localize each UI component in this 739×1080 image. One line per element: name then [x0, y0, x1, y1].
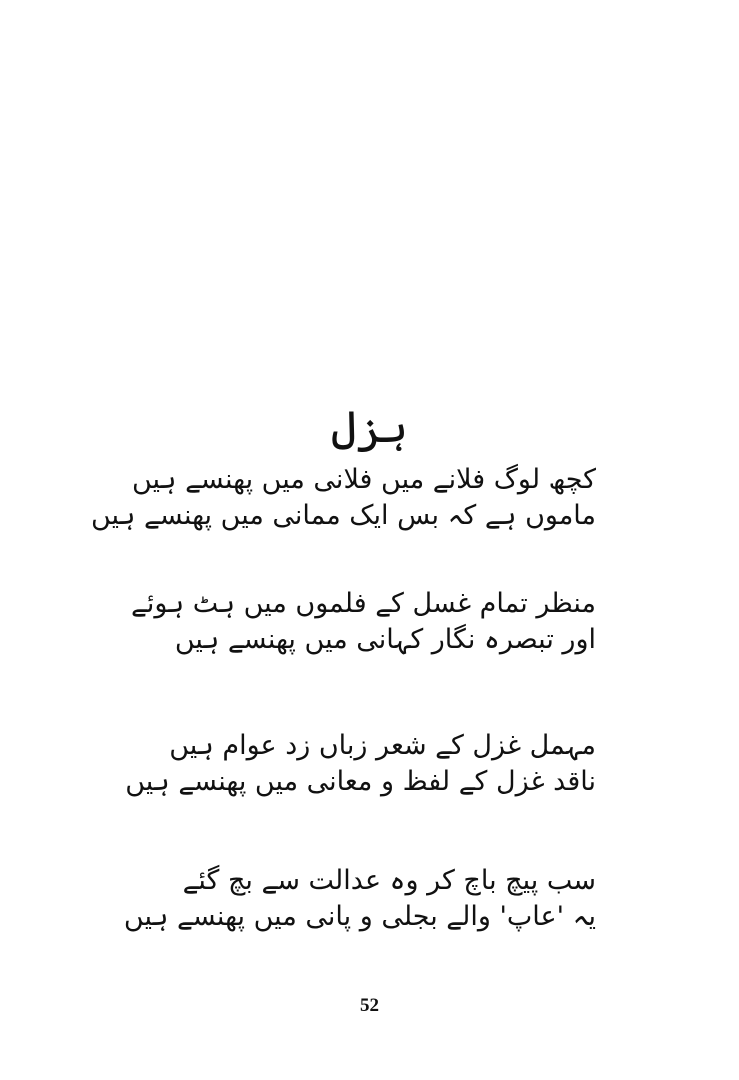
- verse-line: ماموں ہے کہ بس ایک ممانی میں پھنسے ہیں: [90, 500, 596, 531]
- stanza-1: [90, 462, 596, 534]
- verse-line: اور تبصرہ نگار کہانی میں پھنسے ہیں: [174, 624, 596, 655]
- verse-line: سب پیچ باچ کر وہ عدالت سے بچ گئے: [182, 865, 596, 896]
- verse-line: کچھ لوگ فلانے میں فلانی میں پھنسے ہیں: [131, 464, 596, 495]
- poem-title: ہزل: [330, 402, 409, 453]
- verse-line: یہ 'عاپ' والے بجلی و پانی میں پھنسے ہیں: [123, 901, 596, 932]
- verse-line: مہمل غزل کے شعر زباں زد عوام ہیں: [169, 730, 596, 761]
- page-number: 52: [360, 995, 379, 1016]
- stanza-2: [131, 586, 596, 658]
- verse-line: ناقد غزل کے لفظ و معانی میں پھنسے ہیں: [125, 766, 596, 797]
- stanza-3: [125, 728, 596, 800]
- stanza-4: [123, 863, 596, 935]
- verse-line: منظر تمام غسل کے فلموں میں ہٹ ہوئے: [131, 588, 596, 619]
